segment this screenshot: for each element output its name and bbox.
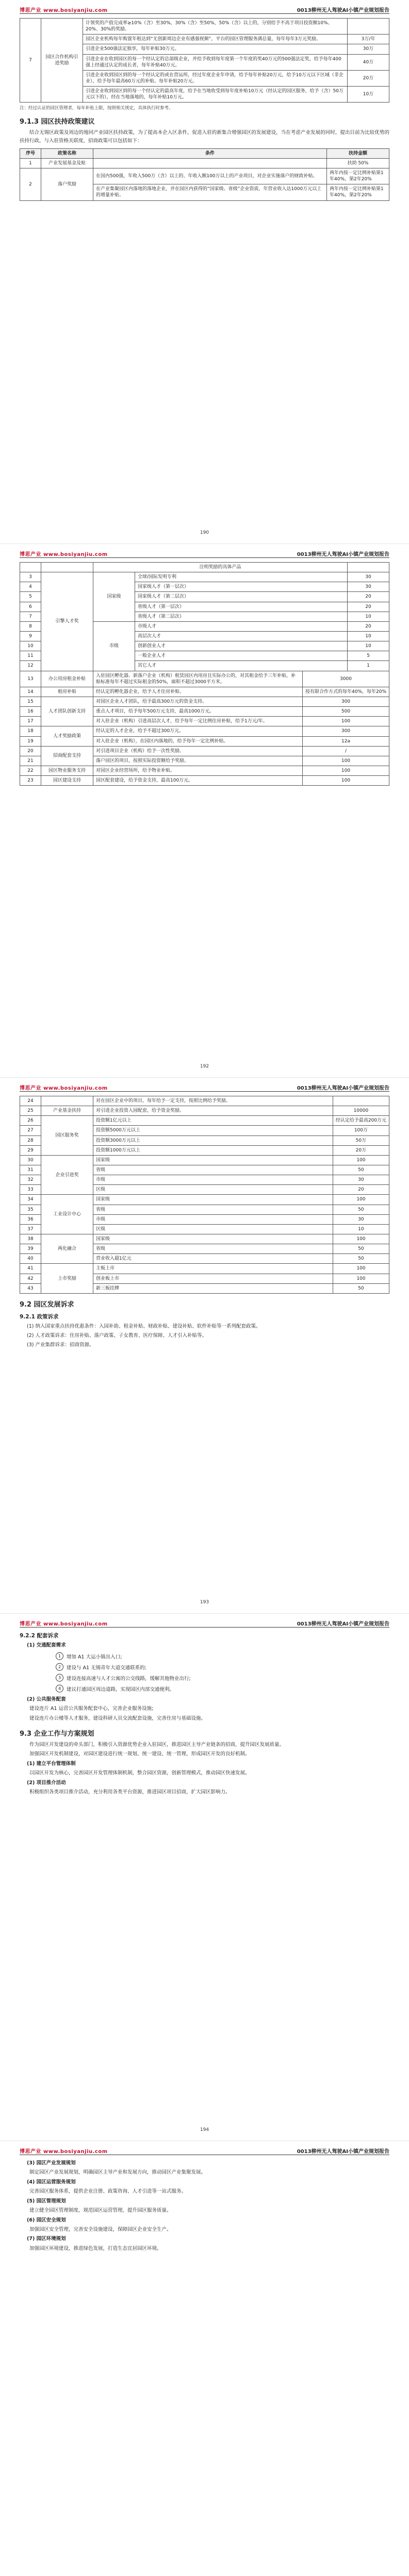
- paragraph: 建立健全园区管理制度，规范园区运营管理，提升园区服务质量。: [29, 2207, 172, 2213]
- row-number: 22: [20, 766, 41, 775]
- row-amount: 100: [302, 766, 389, 775]
- row-condition: 国家级: [93, 1155, 333, 1165]
- row-condition: 入驻园区孵化器、新落户企业（机构）租赁园区内用房且实际办公的，对其租金给予三年补贴，补贴标准每年不超过实际租金的50%，面积不超过3000平方米。: [93, 671, 303, 687]
- row-number: 29: [20, 1145, 41, 1155]
- table-row: [20, 1195, 389, 1205]
- row-number: 33: [20, 1185, 41, 1195]
- row-cond: 国家级: [93, 572, 135, 622]
- col-header: 扶持金额: [327, 148, 389, 158]
- list-item-text: 建设与 A1 无锡青年大道交通联系的;: [67, 1665, 146, 1671]
- row-number: 3: [20, 572, 41, 582]
- row-text: 计领奖的产值完成率≥10%（含）至30%，30%（含）至50%，50%（含）以上的，分别给予不高于项目投资额10%、20%、30%的奖励。: [83, 19, 348, 35]
- table-row: [20, 563, 389, 572]
- col-header: 政策名称: [41, 148, 93, 158]
- report-title: 0013柳州无人驾驶AI小镇产业规划报告: [297, 1621, 389, 1627]
- row-number: 11: [20, 651, 41, 661]
- row-name: 工业设计中心: [41, 1195, 93, 1234]
- row-condition: 对入驻企业（机构），在园区内落地的，给予每年一定比例补贴。: [93, 736, 303, 746]
- row-amount: 10: [348, 612, 389, 621]
- number-circle-icon: 2: [56, 1663, 63, 1671]
- table-row: [20, 1096, 389, 1106]
- sub-heading: (7) 园区环境规划: [27, 2236, 66, 2242]
- row-amount: 3万/年: [348, 35, 389, 44]
- row-number: 27: [20, 1126, 41, 1136]
- row-amount: 100: [333, 1234, 389, 1244]
- row-amount: 20万: [333, 1145, 389, 1155]
- row-number: 5: [20, 592, 41, 602]
- table-row: [20, 1264, 389, 1274]
- row-condition: 省级: [93, 1165, 333, 1175]
- row-condition: 区级: [93, 1185, 333, 1195]
- row-condition: 经认定的人才企业，给予不超过300万元。: [93, 726, 303, 736]
- row-amount: 10000: [333, 1106, 389, 1116]
- row-amount: 20: [348, 621, 389, 631]
- list-item: [56, 1685, 389, 1692]
- row-number: 10: [20, 641, 41, 651]
- brand-text: 博思产业 www.bosiyanjiu.com: [20, 8, 108, 13]
- row-amount: 1: [348, 661, 389, 671]
- award-table: [20, 1096, 389, 1294]
- number-circle-icon: 3: [56, 1674, 63, 1682]
- row-detail: 创新创业人才: [135, 641, 348, 651]
- row-amount: 3000: [302, 671, 389, 687]
- page-193: [0, 1078, 409, 1614]
- sub-heading: (1) 建立平台管理体制: [27, 1761, 76, 1767]
- row-detail: 市级人才: [135, 621, 348, 631]
- list-item-text: 建设连接高速与人才公寓的公交线路，缓解其他物业出行;: [67, 1675, 191, 1682]
- page-number: 194: [200, 2127, 209, 2132]
- row-amount: 30: [348, 572, 389, 582]
- row-amount: 100: [333, 1195, 389, 1205]
- row-amount: 20: [348, 602, 389, 612]
- row-amount: 30: [333, 1175, 389, 1185]
- brand-text: 博思产业 www.bosiyanjiu.com: [20, 1621, 108, 1627]
- sub-heading: (5) 园区管理规划: [27, 2198, 66, 2204]
- row-condition: 投资额1000万元以上: [93, 1145, 333, 1155]
- table-row: [20, 1106, 389, 1116]
- policy-table: [20, 148, 389, 201]
- report-title: 0013柳州无人驾驶AI小镇产业规划报告: [297, 8, 389, 13]
- row-number: 8: [20, 621, 41, 631]
- bullet-text: 建设连片 A1 运营公共服务配套中心，完善企业服务设施;: [29, 1706, 154, 1712]
- row-amount: 500: [302, 707, 389, 717]
- row-detail: 高层次人才: [135, 631, 348, 641]
- row-number: 42: [20, 1274, 41, 1283]
- table-row: [20, 158, 389, 168]
- row-name: 人才奖励政策: [41, 726, 93, 746]
- row-name: 招商配套支持: [41, 746, 93, 766]
- table-row: [20, 1155, 389, 1165]
- row-amount: 两年内按一定比例补贴第1年40%，第2年20%: [327, 184, 389, 200]
- row-number: 43: [20, 1283, 41, 1293]
- row-number: 17: [20, 717, 41, 726]
- row-amount: 50: [333, 1244, 389, 1254]
- page-number: 190: [200, 530, 209, 535]
- row-name: 人才团队创新支持: [41, 697, 93, 726]
- list-item-text: 增加 A1 大运小镇出入口;: [67, 1654, 122, 1660]
- row-number: 20: [20, 746, 41, 756]
- row-detail: 省级人才（第一层次）: [135, 602, 348, 612]
- report-title: 0013柳州无人驾驶AI小镇产业规划报告: [297, 1086, 389, 1091]
- row-number: 18: [20, 726, 41, 736]
- row-text: 园区企业机构每年购置年租达到“无创新周边企业有感强视频”，平台的园区管理服务满总量，每年每年3万元奖励。: [83, 35, 348, 44]
- row-number: 34: [20, 1195, 41, 1205]
- demand-item: (1) 纳入国家重点扶持优惠条件：入园补助、租金补贴、财政补贴、建设补贴、软件补贴等一系列配套政策。: [27, 1323, 261, 1329]
- paragraph: 以园区开发为核心，完善园区开发管理体制机制，整合园区资源，创新管理模式，推动园区快速发展。: [29, 1770, 250, 1776]
- row-amount: 10: [333, 1224, 389, 1234]
- row-number: 1: [20, 158, 41, 168]
- row-number: 39: [20, 1244, 41, 1254]
- list-item: [56, 1674, 389, 1682]
- table-row: [20, 572, 389, 582]
- incentive-table-top: [20, 18, 389, 103]
- row-number: 12: [20, 661, 41, 671]
- brand-text: 博思产业 www.bosiyanjiu.com: [20, 552, 108, 557]
- row-number: 37: [20, 1224, 41, 1234]
- page-header: [20, 1078, 389, 1092]
- row-number: 38: [20, 1234, 41, 1244]
- row-amount: [333, 1096, 389, 1106]
- row-number: 7: [20, 612, 41, 621]
- row-name: 办公用房租金补贴: [41, 671, 93, 687]
- row-text: 引进企业在收到园区的每一个经认定的总部级企业，并给予收到每年度第一个年度的奖40万元的500强法定奖，给予每年400强上经通过认定的成长者，每年补贴40万元。: [83, 54, 348, 70]
- sub-heading: (4) 园区运营服务规划: [27, 2179, 76, 2185]
- row-amount: 100: [302, 717, 389, 726]
- row-condition: 对在园区企业中的项目，每年给予一定支持，按照比例给予奖励。: [93, 1096, 333, 1106]
- paragraph: 完善园区服务体系，提供企业注册、政策咨询、人才引进等一站式服务。: [29, 2189, 187, 2195]
- bullet-text: 建设连片办公楼等人才服务，建设科研人员交流配套设施，完善住房与基础设施。: [29, 1716, 206, 1722]
- row-amount: 50万: [333, 1136, 389, 1145]
- table-row: [20, 671, 389, 687]
- row-number: 26: [20, 1116, 41, 1126]
- subsection-title: 9.2.1 政策诉求: [20, 1313, 59, 1320]
- table-row: [20, 746, 389, 756]
- row-condition: 对引进企业投资入园配套，给予资金奖励。: [93, 1106, 333, 1116]
- row-amount: 20万: [348, 70, 389, 86]
- page-192: [0, 544, 409, 1078]
- demand-item: (2) 人才政策诉求：住房补贴、落户政策、子女教育、医疗保障、人才引入补贴等。: [27, 1333, 207, 1338]
- list-item: [56, 1652, 389, 1660]
- table-row: [20, 1234, 389, 1244]
- row-number: 15: [20, 697, 41, 706]
- row-name: 落户奖励: [41, 168, 93, 201]
- row-condition: [93, 158, 327, 168]
- brand-text: 博思产业 www.bosiyanjiu.com: [20, 1086, 108, 1091]
- row-name: 园区服务奖: [41, 1116, 93, 1156]
- table-row: [20, 697, 389, 706]
- row-detail: 全球/国际发明专利: [135, 572, 348, 582]
- row-amount: 30万: [348, 44, 389, 54]
- row-condition: 创业板上市: [93, 1274, 333, 1283]
- table-header-row: [20, 148, 389, 158]
- page-header: [20, 0, 389, 14]
- table-row: [20, 687, 389, 697]
- row-condition: 区级: [93, 1224, 333, 1234]
- row-amount: 300: [302, 726, 389, 736]
- row-amount: 50: [333, 1165, 389, 1175]
- row-number: 6: [20, 602, 41, 612]
- row-amount: 30: [333, 1214, 389, 1224]
- row-condition: 营业收入超1亿元: [93, 1254, 333, 1264]
- row-amount: 20: [348, 592, 389, 602]
- row-amount: [348, 19, 389, 35]
- page-header: [20, 544, 389, 558]
- list-item-text: 建议打通园区周边道路，实现园区内部交通便利。: [67, 1686, 175, 1692]
- list-item: [56, 1663, 389, 1671]
- row-number: 25: [20, 1106, 41, 1116]
- row-category: 园区合作机构引进奖励: [41, 19, 83, 103]
- row-number: 23: [20, 776, 41, 786]
- row-name: 产业基金扶持: [41, 1106, 93, 1116]
- row-amount: 100万: [333, 1126, 389, 1136]
- row-detail: 国家级人才（第二层次）: [135, 592, 348, 602]
- demand-item: (3) 产业集群诉求：招商资源。: [27, 1342, 94, 1348]
- row-name: 产业发展基金及贴: [41, 158, 93, 168]
- row-amount: 按有限合作方式的每年40%，每年20%: [302, 687, 389, 697]
- row-condition: 省级: [93, 1244, 333, 1254]
- subsection-title: 9.2.2 配套诉求: [20, 1633, 59, 1639]
- page-header: [20, 2141, 389, 2155]
- row-condition: 对引进项目企业（机构）给予一次性奖励。: [93, 746, 303, 756]
- support-table: [20, 671, 389, 786]
- row-amount: /: [302, 746, 389, 756]
- row-detail: 一般企业人才: [135, 651, 348, 661]
- paragraph: 结合无锡区政策及周边的地同产业园区扶持政策，为了提高本企入区条件，促进入驻的新集合增强园区的发展建设，当在考虑产业发展的同时，提出目前为比较优势的扶持行政，与入驻资格关联度，招商政策可以包括如下：: [20, 130, 389, 144]
- number-circle-icon: 1: [56, 1652, 63, 1660]
- table-row: [20, 1116, 389, 1126]
- paragraph: 加强园区开发机制建设，对园区建设进行统一规划、统一建设、统一管理，形成园区开发的良好机制。: [29, 1751, 250, 1757]
- row-amount: 100: [302, 756, 389, 766]
- section-title: 9.2 园区发展诉求: [20, 1300, 74, 1309]
- table-row: [20, 726, 389, 736]
- row-condition: 在产业集聚园区内落地的落地企业，并在园区内获得的“国家级、省级”企业资质，年营业收入达1000万元以上的增量补贴。: [93, 184, 327, 200]
- row-number: 14: [20, 687, 41, 697]
- row-amount: 50: [333, 1205, 389, 1214]
- row-amount: 10: [348, 631, 389, 641]
- row-condition: 市级: [93, 1175, 333, 1185]
- section-title: 9.3 企业工作与方案规划: [20, 1730, 94, 1738]
- page-header: [20, 1614, 389, 1628]
- row-condition: 对入驻企业（机构）引进高层次人才，给予每年一定比例住房补贴，给予1万元/年。: [93, 717, 303, 726]
- table-row: [20, 19, 389, 35]
- section-title: 9.1.3 园区扶持政策建议: [20, 118, 95, 126]
- row-number: 4: [20, 582, 41, 592]
- row-detail: 其它人才: [135, 661, 348, 671]
- row-number: 41: [20, 1264, 41, 1274]
- row-condition: 落户园区的项目，按照实际投资额给予奖励。: [93, 756, 303, 766]
- row-number: 9: [20, 631, 41, 641]
- row-amount: 10: [348, 641, 389, 651]
- sub-heading: (2) 项目推介活动: [27, 1780, 66, 1786]
- row-number: 2: [20, 168, 41, 201]
- row-name: 租房补贴: [41, 687, 93, 697]
- table-row: [20, 168, 389, 184]
- brand-text: 博思产业 www.bosiyanjiu.com: [20, 2149, 108, 2155]
- row-condition: 投资额1亿元以上: [93, 1116, 333, 1126]
- row-number: 40: [20, 1254, 41, 1264]
- row-number: 21: [20, 756, 41, 766]
- row-number: 32: [20, 1175, 41, 1185]
- row-name: 企业引进奖: [41, 1155, 93, 1195]
- sub-heading: (1) 交通配套需求: [27, 1642, 66, 1648]
- row-amount: 100: [333, 1274, 389, 1283]
- row-amount: 5: [348, 651, 389, 661]
- row-amount: 100: [302, 776, 389, 786]
- row-text: 引进企业500强法定独享，每年补贴30万元。: [83, 44, 348, 54]
- table-row: [20, 776, 389, 786]
- row-amount: 50: [333, 1254, 389, 1264]
- paragraph: 加强园区环境建设，推进绿色发展，打造生态宜居园区环境。: [29, 2245, 162, 2251]
- row-amount: 扶助 50%: [327, 158, 389, 168]
- row-amount: 10万: [348, 87, 389, 103]
- paragraph: 制定园区产业发展规划，明确园区主导产业和发展方向，推动园区产业集聚发展。: [29, 2170, 206, 2176]
- row-condition: 新三板挂牌: [93, 1283, 333, 1293]
- row-amount: 两年内按一定比例补贴第1年40%，第2年20%: [327, 168, 389, 184]
- row-number: 13: [20, 671, 41, 687]
- sub-heading: (6) 园区安全规划: [27, 2217, 66, 2223]
- row-amount: 300: [302, 697, 389, 706]
- row-number: 35: [20, 1205, 41, 1214]
- talent-table: [20, 562, 389, 671]
- number-circle-icon: 4: [56, 1685, 63, 1692]
- row-number: 7: [20, 19, 41, 103]
- table-row: [20, 766, 389, 775]
- page-number: 192: [200, 1064, 209, 1069]
- row-amount: 100: [333, 1155, 389, 1165]
- sub-heading: (2) 公共服务配套: [27, 1697, 66, 1703]
- row-condition: 国家级: [93, 1234, 333, 1244]
- page-194: [0, 1614, 409, 2141]
- row-condition: 经认定的孵化器企业，给予人才住房补贴。: [93, 687, 303, 697]
- traffic-list: [56, 1652, 389, 1692]
- page-190: [0, 0, 409, 544]
- row-condition: 投资额5000万元以上: [93, 1126, 333, 1136]
- row-amount: 12a: [302, 736, 389, 746]
- paragraph: 加强园区安全管理，完善安全设施建设，保障园区企业安全生产。: [29, 2226, 172, 2232]
- top-row-text: 注明奖励的具体产品: [93, 563, 348, 572]
- col-header: 条件: [93, 148, 327, 158]
- row-number: 30: [20, 1155, 41, 1165]
- row-text: 引进企业收到园区到的每一个经认定的或在营运所，经过年度企业年申请，给予每年补贴20万元，给予10万元以下区域（非企业），给予每年最高60万元的补贴。每年补贴20万元。: [83, 70, 348, 86]
- row-name: 两化融合: [41, 1234, 93, 1263]
- row-detail: 省级人才（第二层次）: [135, 612, 348, 621]
- paragraph: 作为园区开发建设的牵头部门，积极引入资源优势企业入驻园区，推进园区主导产业链条的招商，提升园区发展质量。: [29, 1741, 285, 1748]
- report-title: 0013柳州无人驾驶AI小镇产业规划报告: [297, 2149, 389, 2155]
- row-condition: 主板上市: [93, 1264, 333, 1274]
- row-name: 园区建设支持: [41, 776, 93, 786]
- row-condition: 省级: [93, 1205, 333, 1214]
- row-text: 引进企业收到园区到的每一个经认定的最高年度，给予在当地收受到每年度补贴10万元（经认定的园区服务，给予（含）50万元以下的），经在当地落地的，每年补贴10万元。: [83, 87, 348, 103]
- row-detail: 国家级人才（第一层次）: [135, 582, 348, 592]
- row-amount: 20: [333, 1185, 389, 1195]
- row-amount: 经认定给予最高200万元: [333, 1116, 389, 1126]
- row-condition: 国家级: [93, 1195, 333, 1205]
- row-number: 28: [20, 1136, 41, 1145]
- row-number: 36: [20, 1214, 41, 1224]
- row-condition: 对园区企业人才团队，给予最高300万元的资金支持。: [93, 697, 303, 706]
- sub-heading: (3) 园区产业发展规划: [27, 2160, 76, 2166]
- page-number: 193: [200, 1600, 209, 1605]
- row-amount: 40万: [348, 54, 389, 70]
- row-number: 19: [20, 736, 41, 746]
- row-name: 上市奖励: [41, 1264, 93, 1293]
- row-condition: 投资额3000万元以上: [93, 1136, 333, 1145]
- row-number: 31: [20, 1165, 41, 1175]
- row-cond: 市级: [93, 621, 135, 671]
- row-name: 园区物业服务支持: [41, 766, 93, 775]
- row-amount: 30: [348, 582, 389, 592]
- col-header: 序号: [20, 148, 41, 158]
- row-amount: 100: [333, 1264, 389, 1274]
- table-note: 注：经过认证的园区管理者，每年补贴上限，按照相关规定，具体执行时参考。: [20, 106, 173, 111]
- row-number: 16: [20, 707, 41, 717]
- paragraph: 积极组织各类项目推介活动，充分利用各类平台资源，推进园区项目招商，扩大园区影响力。: [29, 1789, 231, 1795]
- row-condition: 在国内500强，年收入500万（含）以上的、年收入额100万以上的产业项目，对企业实施落户的财政补贴。: [93, 168, 327, 184]
- row-condition: 市级: [93, 1214, 333, 1224]
- row-number: 24: [20, 1096, 41, 1106]
- row-condition: 对园区企业经营场所，给予物业补贴。: [93, 766, 303, 775]
- row-condition: 园区配套建设，给予资金支持，最高100万元。: [93, 776, 303, 786]
- row-name: 引擎人才奖: [41, 572, 93, 671]
- page-195: [0, 2141, 409, 2576]
- row-condition: 重点人才项目，给予每年500万元支持，最高1000万元。: [93, 707, 303, 717]
- report-title: 0013柳州无人驾驶AI小镇产业规划报告: [297, 552, 389, 557]
- row-amount: 50: [333, 1283, 389, 1293]
